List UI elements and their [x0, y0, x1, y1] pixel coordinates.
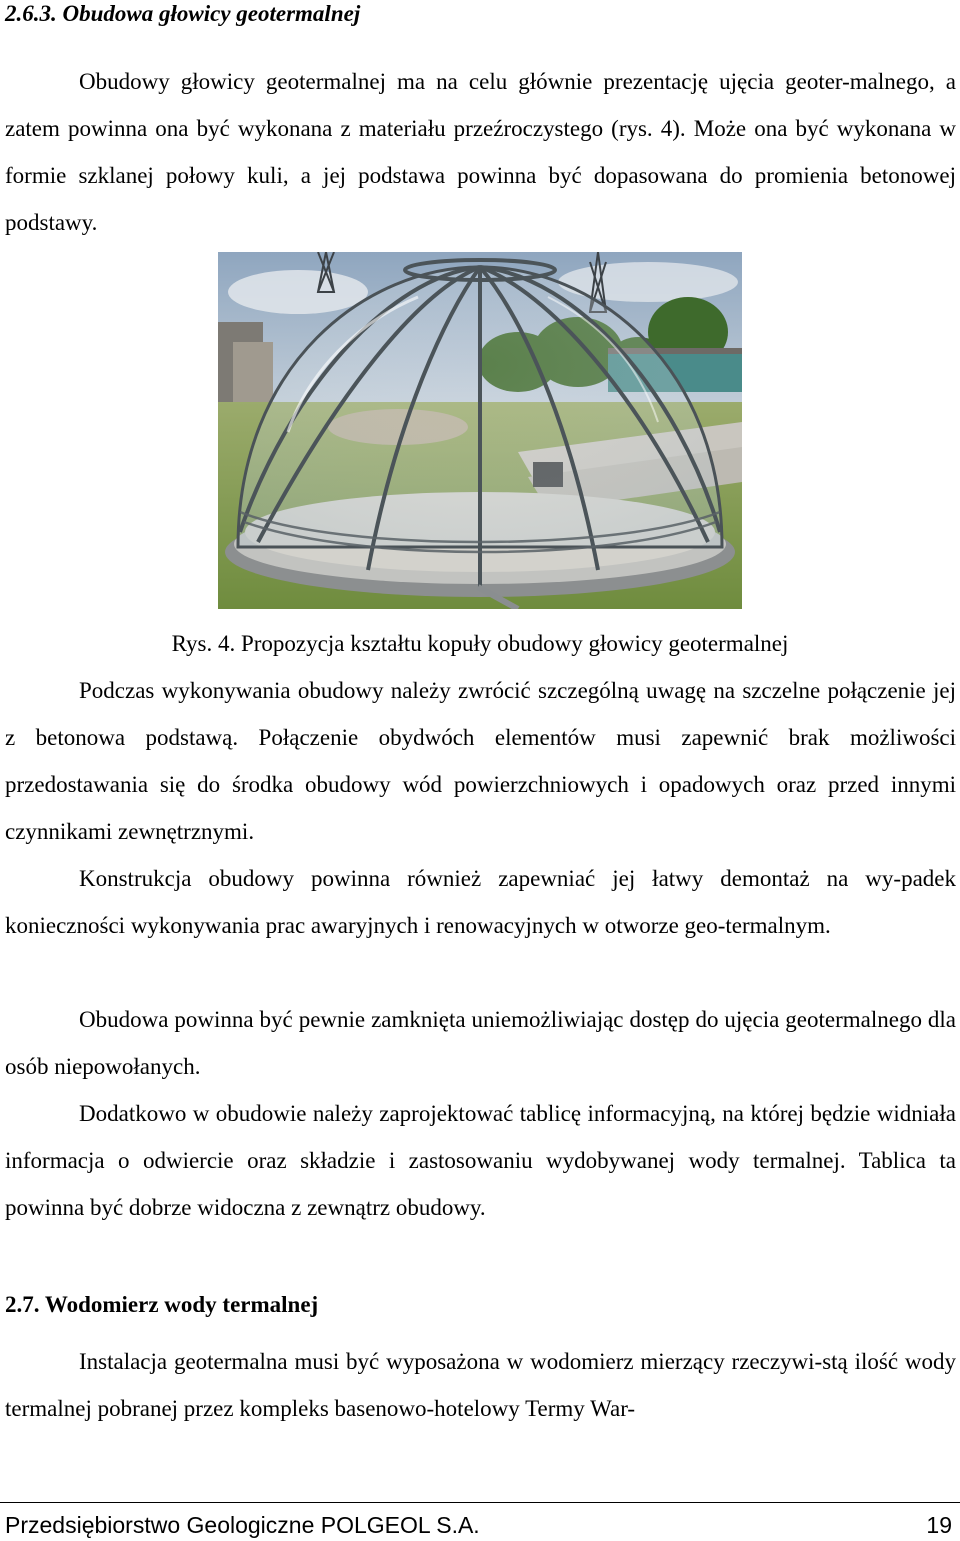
paragraph-sealing: Podczas wykonywania obudowy należy zwrócić szczególną uwagę na szczelne połączenie jej z betonowa podstawą. Połączenie obydwóch elementów musi zapewnić brak możliwości przedostawania się do środka obudowy wód powierzchniowych i opadowych oraz przed innymi czynnikami zewnętrznymi.: [5, 678, 956, 844]
glass-dome-photo-icon: [218, 252, 742, 609]
figure-caption: Rys. 4. Propozycja kształtu kopuły obudowy głowicy geotermalnej: [171, 631, 789, 656]
section-heading-2-6-3: 2.6.3. Obudowa głowicy geotermalnej: [5, 1, 361, 26]
footer-page-number: 19: [926, 1512, 952, 1538]
footer-company: Przedsiębiorstwo Geologiczne POLGEOL S.A.: [5, 1512, 480, 1538]
section-heading-2-7: 2.7. Wodomierz wody termalnej: [5, 1292, 319, 1317]
paragraph-info-board: Dodatkowo w obudowie należy zaprojektować tablicę informacyjną, na której będzie widniała informacja o odwiercie oraz składzie i zastosowaniu wydobywanej wody termalnej. Tablica ta powinna być dobrze widoczna z zewnątrz obudowy.: [5, 1101, 956, 1220]
paragraph-casing-purpose: Obudowy głowicy geotermalnej ma na celu głównie prezentację ujęcia geoter-malnego, a zatem powinna ona być wykonana z materiału przeźroczystego (rys. 4). Może ona być wykonana w formie szklanej połowy kuli, a jej podstawa powinna być dopasowana do promienia betonowej podstawy.: [5, 69, 956, 235]
paragraph-water-meter: Instalacja geotermalna musi być wyposażona w wodomierz mierzący rzeczywi-stą ilość wody termalnej pobranej przez kompleks basenowo-hotelowy Termy War-: [5, 1349, 956, 1421]
paragraph-locking: Obudowa powinna być pewnie zamknięta uniemożliwiając dostęp do ujęcia geotermalnego dla osób niepowołanych.: [5, 1007, 956, 1079]
paragraph-dismantling: Konstrukcja obudowy powinna również zapewniać jej łatwy demontaż na wy-padek konieczności wykonywania prac awaryjnych i renowacyjnych w otworze geo-termalnym.: [5, 866, 956, 938]
dome-photo: [218, 252, 742, 609]
footer-divider: [0, 1502, 960, 1503]
